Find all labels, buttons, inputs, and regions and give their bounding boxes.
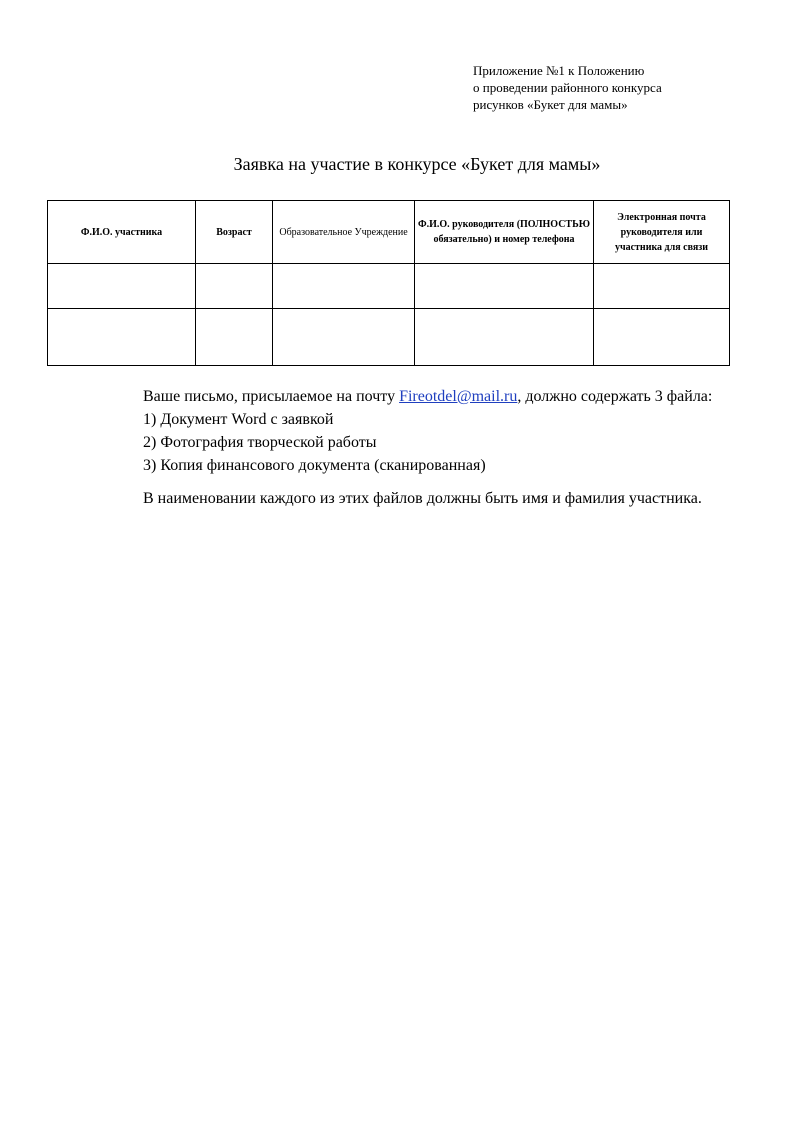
paragraph-text-end: , должно содержать 3 файла:: [517, 388, 713, 405]
header-participant-name: Ф.И.О. участника: [48, 201, 196, 264]
file-list: [95, 408, 743, 477]
table-cell: [594, 264, 730, 309]
paragraph-text-start: Ваше письмо, присылаемое на почту: [143, 388, 400, 405]
table-cell: [415, 264, 594, 309]
email-link[interactable]: Fireotdel@mail.ru: [399, 388, 518, 405]
appendix-note: [473, 62, 773, 113]
appendix-line-2: о проведении районного конкурса: [473, 80, 662, 95]
document-title: Заявка на участие в конкурсе «Букет для мамы»: [233, 154, 601, 174]
appendix-line-1: Приложение №1 к Положению: [473, 63, 645, 78]
instructions-paragraph: [95, 385, 743, 408]
table-cell: [196, 309, 273, 366]
naming-note: В наименовании каждого из этих файлов должны быть имя и фамилия участника.: [143, 490, 702, 507]
table-cell: [594, 309, 730, 366]
table-row: [48, 264, 730, 309]
header-institution: Образовательное Учреждение: [273, 201, 415, 264]
header-email: Электронная почта руководителя или участника для связи: [594, 201, 730, 264]
table-header-row: [48, 201, 730, 264]
table-cell: [48, 264, 196, 309]
table-cell: [48, 309, 196, 366]
header-supervisor: Ф.И.О. руководителя (ПОЛНОСТЬЮ обязательно) и номер телефона: [415, 201, 594, 264]
application-table: [47, 200, 730, 366]
appendix-line-3: рисунков «Букет для мамы»: [473, 97, 628, 112]
instructions: [95, 385, 743, 510]
table-cell: [273, 264, 415, 309]
list-item: 1) Документ Word с заявкой: [143, 411, 334, 428]
table-row: [48, 309, 730, 366]
table-cell: [196, 264, 273, 309]
list-item: 2) Фотография творческой работы: [143, 434, 377, 451]
table-cell: [273, 309, 415, 366]
header-age: Возраст: [196, 201, 273, 264]
list-item: 3) Копия финансового документа (сканированная): [143, 457, 486, 474]
table-cell: [415, 309, 594, 366]
